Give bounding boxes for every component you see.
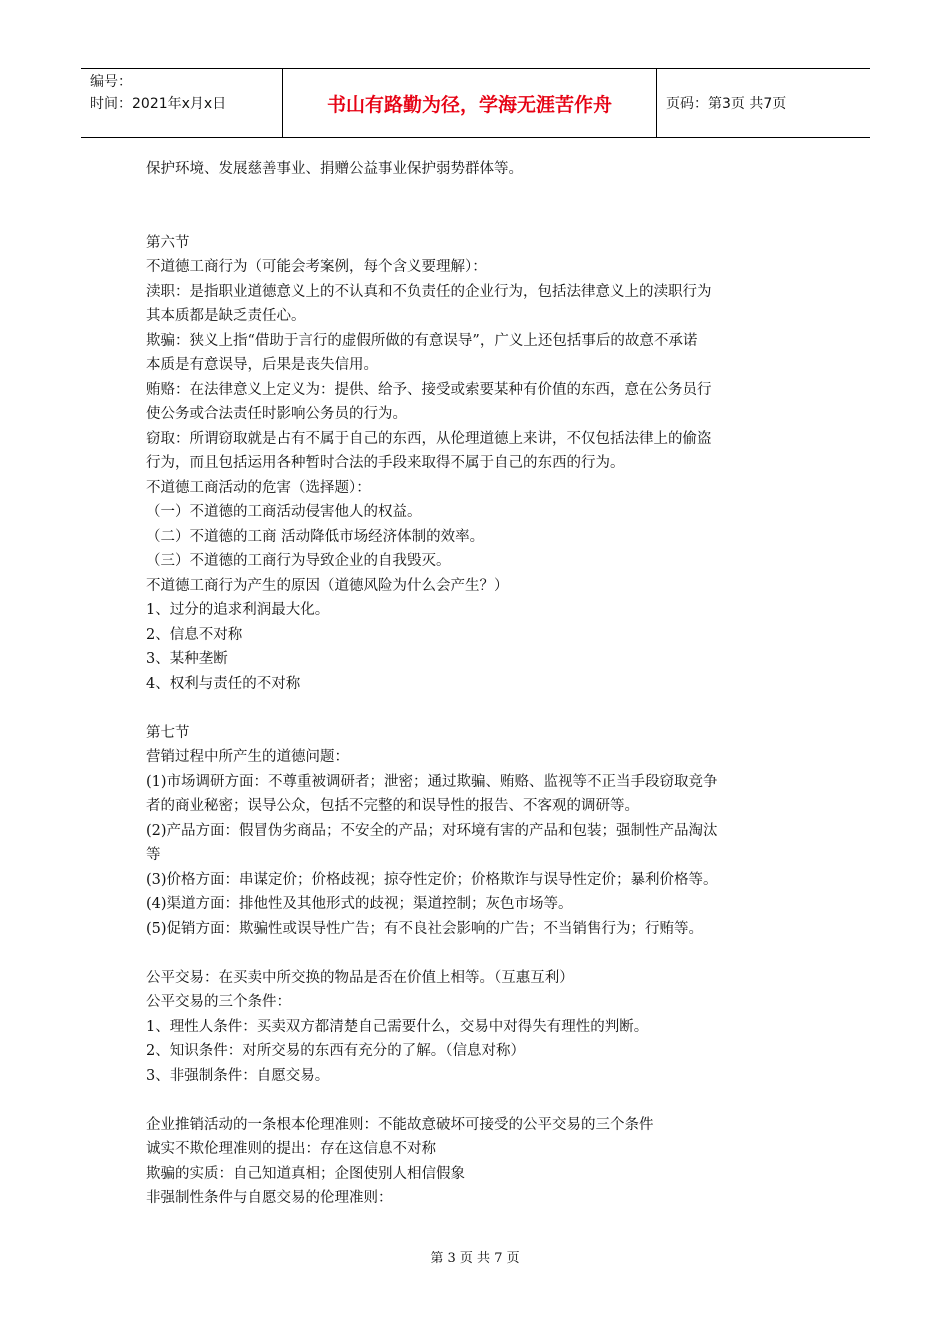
principle-line: 非强制性条件与自愿交易的伦理准则： <box>146 1190 393 1206</box>
text-line: 使公务或合法责任时影响公务员的行为。 <box>146 406 407 422</box>
document-date-label: 时间：2021年x月x日 <box>90 96 227 112</box>
text-line: 3、某种垄断 <box>146 651 228 667</box>
text-line: (4)渠道方面：排他性及其他形式的歧视；渠道控制；灰色市场等。 <box>146 896 573 912</box>
text-line: 等 <box>146 847 161 863</box>
text-line: 欺骗：狭义上指“借助于言行的虚假所做的有意误导”，广义上还包括事后的故意不承诺 <box>146 332 698 349</box>
text-line: （三）不道德的工商行为导致企业的自我毁灭。 <box>146 553 451 569</box>
principle-line: 诚实不欺伦理准则的提出：存在这信息不对称 <box>146 1141 436 1157</box>
text-line: (5)促销方面：欺骗性或误导性广告；有不良社会影响的广告；不当销售行为；行贿等。 <box>146 920 704 937</box>
header-motto: 书山有路勤为径，学海无涯苦作舟 <box>326 93 612 116</box>
text-line: 不道德工商行为产生的原因（道德风险为什么会产生？） <box>146 577 509 594</box>
text-line: (1)市场调研方面：不尊重被调研者；泄密；通过欺骗、贿赂、监视等不正当手段窃取竞争 <box>146 773 718 790</box>
text-line: 本质是有意误导，后果是丧失信用。 <box>146 357 378 373</box>
fair-trade-line: 公平交易的三个条件： <box>146 994 291 1010</box>
text-line: 渎职：是指职业道德意义上的不认真和不负责任的企业行为，包括法律意义上的渎职行为 <box>146 283 712 300</box>
section-6-title: 第六节 <box>146 234 190 251</box>
fair-trade-line: 2、知识条件：对所交易的东西有充分的了解。（信息对称） <box>146 1043 525 1059</box>
fair-trade-line: 1、理性人条件：买卖双方都清楚自己需要什么，交易中对得失有理性的判断。 <box>146 1018 649 1035</box>
document-body <box>146 157 826 1211</box>
text-line: 窃取：所谓窃取就是占有不属于自己的东西，从伦理道德上来讲，不仅包括法律上的偷盗 <box>146 430 712 447</box>
text-line: 不道德工商行为（可能会考案例，每个含义要理解）： <box>146 259 487 275</box>
section-7-title: 第七节 <box>146 724 190 741</box>
text-line: 2、信息不对称 <box>146 626 243 643</box>
text-line: 行为，而且包括运用各种暂时合法的手段来取得不属于自己的东西的行为。 <box>146 455 625 471</box>
text-line: (2)产品方面：假冒伪劣商品；不安全的产品；对环境有害的产品和包装；强制性产品淘汰 <box>146 822 718 839</box>
principle-line: 企业推销活动的一条根本伦理准则：不能故意破坏可接受的公平交易的三个条件 <box>146 1116 654 1133</box>
page-header <box>81 68 870 138</box>
text-line: 者的商业秘密；误导公众，包括不完整的和误导性的报告、不客观的调研等。 <box>146 798 639 814</box>
fair-trade-line: 公平交易：在买卖中所交换的物品是否在价值上相等。（互惠互利） <box>146 969 574 986</box>
text-line: 1、过分的追求利润最大化。 <box>146 602 330 618</box>
text-line: 不道德工商活动的危害（选择题）： <box>146 479 371 496</box>
header-meta <box>81 69 283 137</box>
intro-paragraph: 保护环境、发展慈善事业、捐赠公益事业保护弱势群体等。 <box>146 161 523 177</box>
header-motto-cell <box>283 69 657 137</box>
text-line: (3)价格方面：串谋定价；价格歧视；掠夺性定价；价格欺诈与误导性定价；暴利价格等。 <box>146 871 718 888</box>
page-footer: 第 3 页 共 7 页 <box>430 1251 520 1266</box>
document-number-label: 编号： <box>90 74 132 90</box>
header-page-info: 页码：第3页 共7页 <box>666 96 787 112</box>
fair-trade-line: 3、非强制条件：自愿交易。 <box>146 1067 330 1084</box>
text-line: （一）不道德的工商活动侵害他人的权益。 <box>146 504 422 520</box>
text-line: 其本质都是缺乏责任心。 <box>146 308 306 324</box>
principle-line: 欺骗的实质：自己知道真相；企图使别人相信假象 <box>146 1165 465 1182</box>
text-line: 贿赂：在法律意义上定义为：提供、给予、接受或索要某种有价值的东西，意在公务员行 <box>146 381 712 398</box>
text-line: 4、权利与责任的不对称 <box>146 675 301 692</box>
text-line: 营销过程中所产生的道德问题： <box>146 749 349 765</box>
text-line: （二）不道德的工商 活动降低市场经济体制的效率。 <box>146 528 485 545</box>
